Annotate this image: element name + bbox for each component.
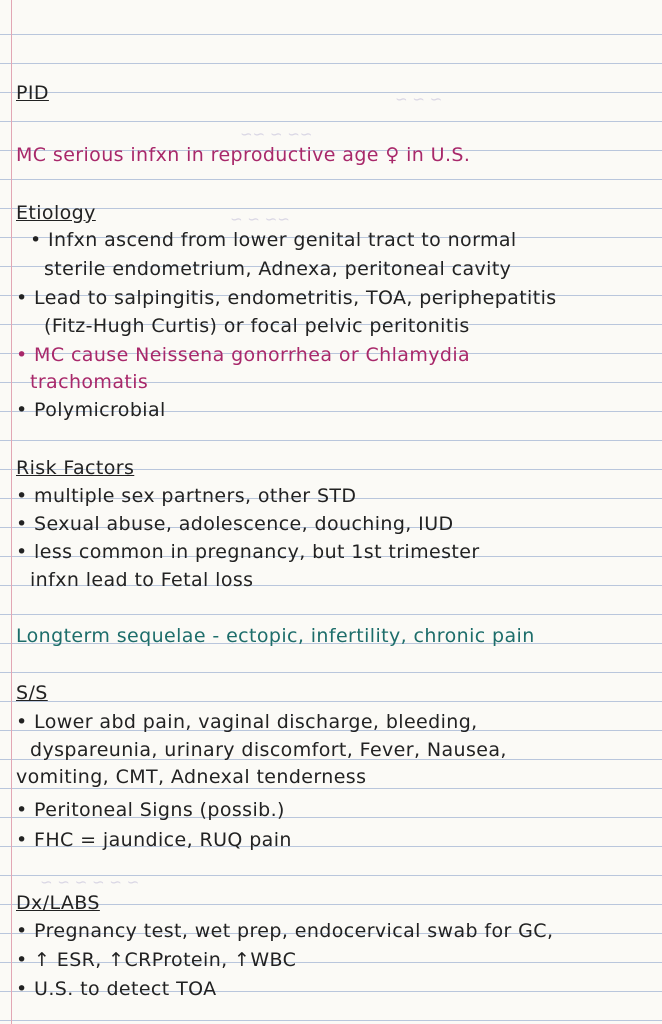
etiology-line: • Infxn ascend from lower genital tract to normal — [30, 231, 517, 250]
etiology-line: (Fitz-Hugh Curtis) or focal pelvic peritonitis — [44, 317, 470, 336]
margin-line — [11, 0, 12, 1024]
dx-labs-heading: Dx/LABS — [16, 894, 100, 913]
risk-factors-heading: Risk Factors — [16, 459, 135, 478]
dx-line: • Pregnancy test, wet prep, endocervical swab for GC, — [16, 922, 554, 941]
bleed-through-marks: ~ ~ ~ — [395, 90, 443, 108]
etiology-line: • Polymicrobial — [16, 401, 166, 420]
risk-factor-line: • Sexual abuse, adolescence, douching, IUD — [16, 515, 454, 534]
risk-factor-line: • less common in pregnancy, but 1st trimester — [16, 543, 480, 562]
signs-symptoms-heading: S/S — [16, 684, 48, 703]
page-title: PID — [16, 84, 49, 103]
symptom-line: vomiting, CMT, Adnexal tenderness — [16, 768, 367, 787]
risk-factor-line: • multiple sex partners, other STD — [16, 487, 357, 506]
etiology-line: sterile endometrium, Adnexa, peritoneal cavity — [44, 260, 512, 279]
bleed-through-marks: ~ ~ ~ ~ ~ ~ — [40, 873, 140, 891]
etiology-line: • MC cause Neissena gonorrhea or Chlamydia — [16, 346, 471, 365]
dx-line: • U.S. to detect TOA — [16, 980, 217, 999]
bleed-through-marks: ~~ ~ ~~ — [240, 125, 313, 143]
dx-line: • ↑ ESR, ↑CRProtein, ↑WBC — [16, 951, 297, 970]
etiology-line: trachomatis — [30, 373, 149, 392]
symptom-line: • FHC = jaundice, RUQ pain — [16, 831, 292, 850]
symptom-line: dyspareunia, urinary discomfort, Fever, Nausea, — [30, 741, 507, 760]
sequelae-line: Longterm sequelae - ectopic, infertility, chronic pain — [16, 627, 535, 646]
bleed-through-marks: ~~ ~ ~ — [230, 210, 290, 228]
etiology-heading: Etiology — [16, 204, 96, 223]
summary-line: MC serious infxn in reproductive age ♀ in U.S. — [16, 146, 471, 165]
etiology-line: • Lead to salpingitis, endometritis, TOA, periphepatitis — [16, 289, 557, 308]
risk-factor-line: infxn lead to Fetal loss — [30, 571, 254, 590]
symptom-line: • Lower abd pain, vaginal discharge, bleeding, — [16, 713, 478, 732]
symptom-line: • Peritoneal Signs (possib.) — [16, 801, 285, 820]
